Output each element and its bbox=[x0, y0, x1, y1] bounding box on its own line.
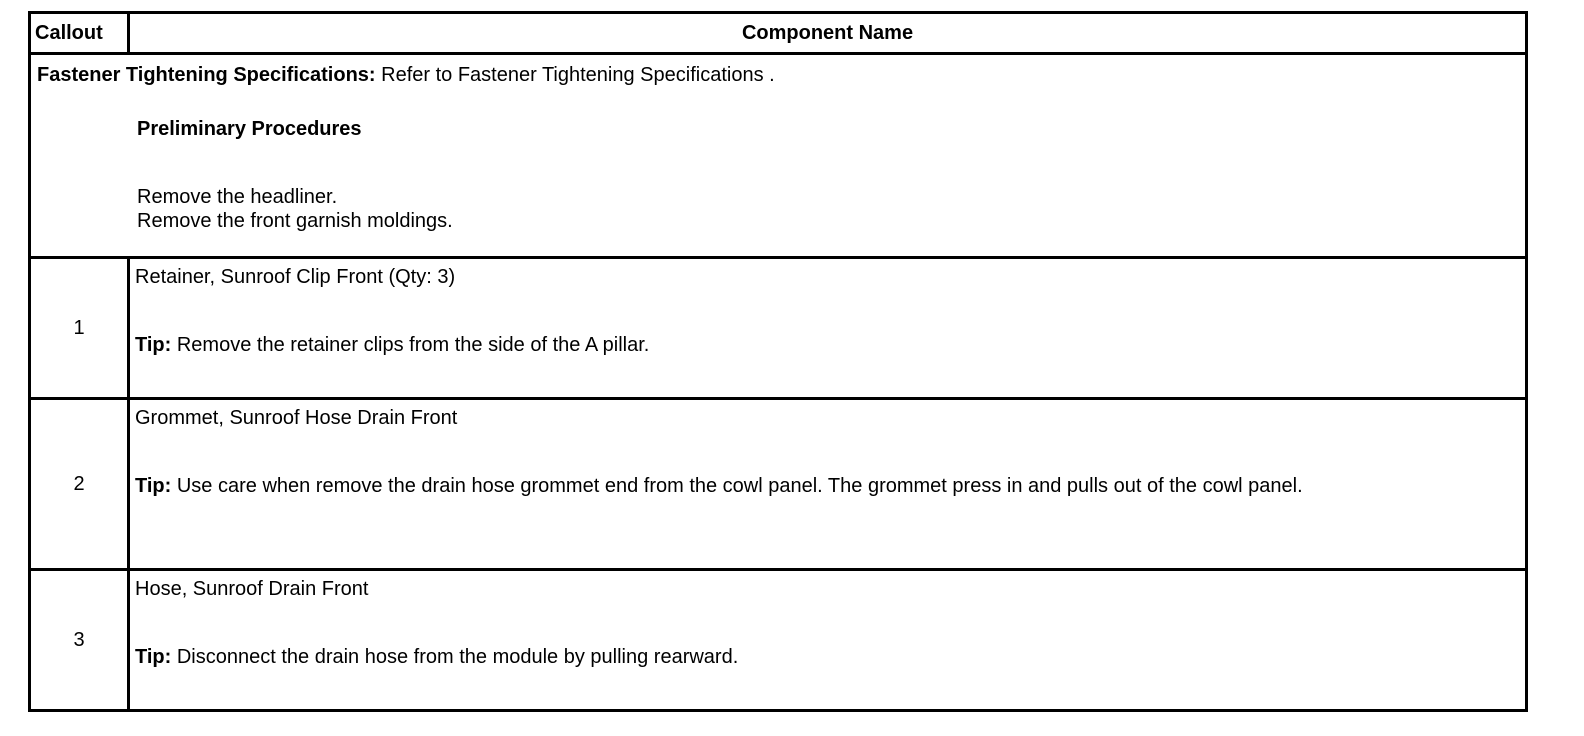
tip-text: Use care when remove the drain hose grommet end from the cowl panel. The grommet press in and pulls out of the cowl panel. bbox=[171, 475, 1303, 497]
preliminary-cell bbox=[30, 54, 1527, 258]
preliminary-step: Remove the front garnish moldings. bbox=[137, 210, 453, 232]
tip-text: Remove the retainer clips from the side of the A pillar. bbox=[171, 334, 650, 356]
callout-number: 2 bbox=[30, 399, 129, 570]
component-tip bbox=[135, 645, 1511, 669]
table-row bbox=[30, 570, 1527, 711]
preliminary-row bbox=[30, 54, 1527, 258]
component-name: Grommet, Sunroof Hose Drain Front bbox=[135, 407, 458, 429]
component-cell bbox=[129, 258, 1527, 399]
preliminary-step: Remove the headliner. bbox=[137, 186, 338, 208]
component-name: Retainer, Sunroof Clip Front (Qty: 3) bbox=[135, 266, 456, 288]
tip-label: Tip: bbox=[135, 475, 172, 497]
component-tip bbox=[135, 474, 1511, 498]
component-cell bbox=[129, 570, 1527, 711]
table-header-row bbox=[30, 13, 1527, 54]
component-name-column-header: Component Name bbox=[129, 13, 1527, 54]
fastener-specs-label: Fastener Tightening Specifications: bbox=[37, 64, 376, 86]
preliminary-steps bbox=[137, 185, 1521, 233]
component-table bbox=[28, 11, 1528, 712]
callout-number: 1 bbox=[30, 258, 129, 399]
table-row bbox=[30, 258, 1527, 399]
tip-text: Disconnect the drain hose from the module by pulling rearward. bbox=[171, 646, 739, 668]
callout-column-header: Callout bbox=[30, 13, 129, 54]
component-cell bbox=[129, 399, 1527, 570]
component-name: Hose, Sunroof Drain Front bbox=[135, 578, 369, 600]
preliminary-procedures-block bbox=[37, 117, 1521, 233]
preliminary-procedures-title: Preliminary Procedures bbox=[137, 118, 362, 140]
callout-number: 3 bbox=[30, 570, 129, 711]
table-row bbox=[30, 399, 1527, 570]
component-tip bbox=[135, 333, 1511, 357]
tip-label: Tip: bbox=[135, 646, 172, 668]
fastener-specs-line bbox=[37, 63, 1521, 87]
tip-label: Tip: bbox=[135, 334, 172, 356]
component-table-container bbox=[28, 11, 1528, 712]
fastener-specs-text: Refer to Fastener Tightening Specifications . bbox=[375, 64, 775, 86]
